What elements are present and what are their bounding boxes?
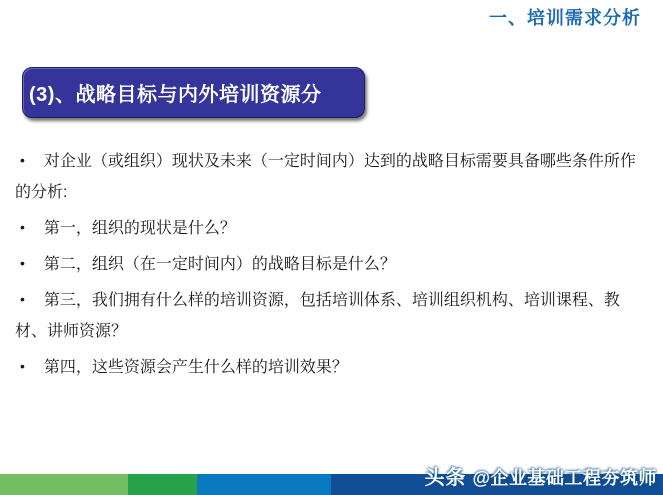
bullet-item xyxy=(15,212,648,244)
bullet-item xyxy=(15,351,648,383)
watermark-handle: @企业基础工程夯筑师 xyxy=(472,468,657,488)
bullet-text: 第一，组织的现状是什么？ xyxy=(43,220,236,237)
bullet-text: 第四，这些资源会产生什么样的培训效果？ xyxy=(43,359,348,376)
bullet-text: 第二，组织（在一定时间内）的战略目标是什么？ xyxy=(43,256,396,273)
bullet-icon: • xyxy=(20,152,25,168)
bullet-item xyxy=(15,248,648,280)
bullet-item xyxy=(15,145,648,208)
bullet-item xyxy=(15,284,648,347)
bullet-text: 对企业（或组织）现状及未来（一定时间内）达到的战略目标需要具备哪些条件所作的分析: xyxy=(15,153,636,201)
bullet-icon: • xyxy=(20,255,25,271)
slide-title-text: (3)、战略目标与内外培训资源分 xyxy=(29,84,322,106)
slide-title-box xyxy=(22,67,365,118)
footer-segment-green xyxy=(128,474,197,495)
bullet-icon: • xyxy=(20,291,25,307)
footer-segment-light-green xyxy=(0,474,128,495)
footer-segment-blue xyxy=(197,474,331,495)
section-heading: 一、培训需求分析 xyxy=(489,8,641,28)
bullet-icon: • xyxy=(20,358,25,374)
bullet-text: 第三，我们拥有什么样的培训资源，包括培训体系、培训组织机构、培训课程、教材、讲师资源？ xyxy=(15,292,620,340)
watermark xyxy=(424,461,657,490)
bullet-list xyxy=(15,145,648,387)
bullet-icon: • xyxy=(20,219,25,235)
toutiao-logo: 头条 xyxy=(424,467,467,489)
